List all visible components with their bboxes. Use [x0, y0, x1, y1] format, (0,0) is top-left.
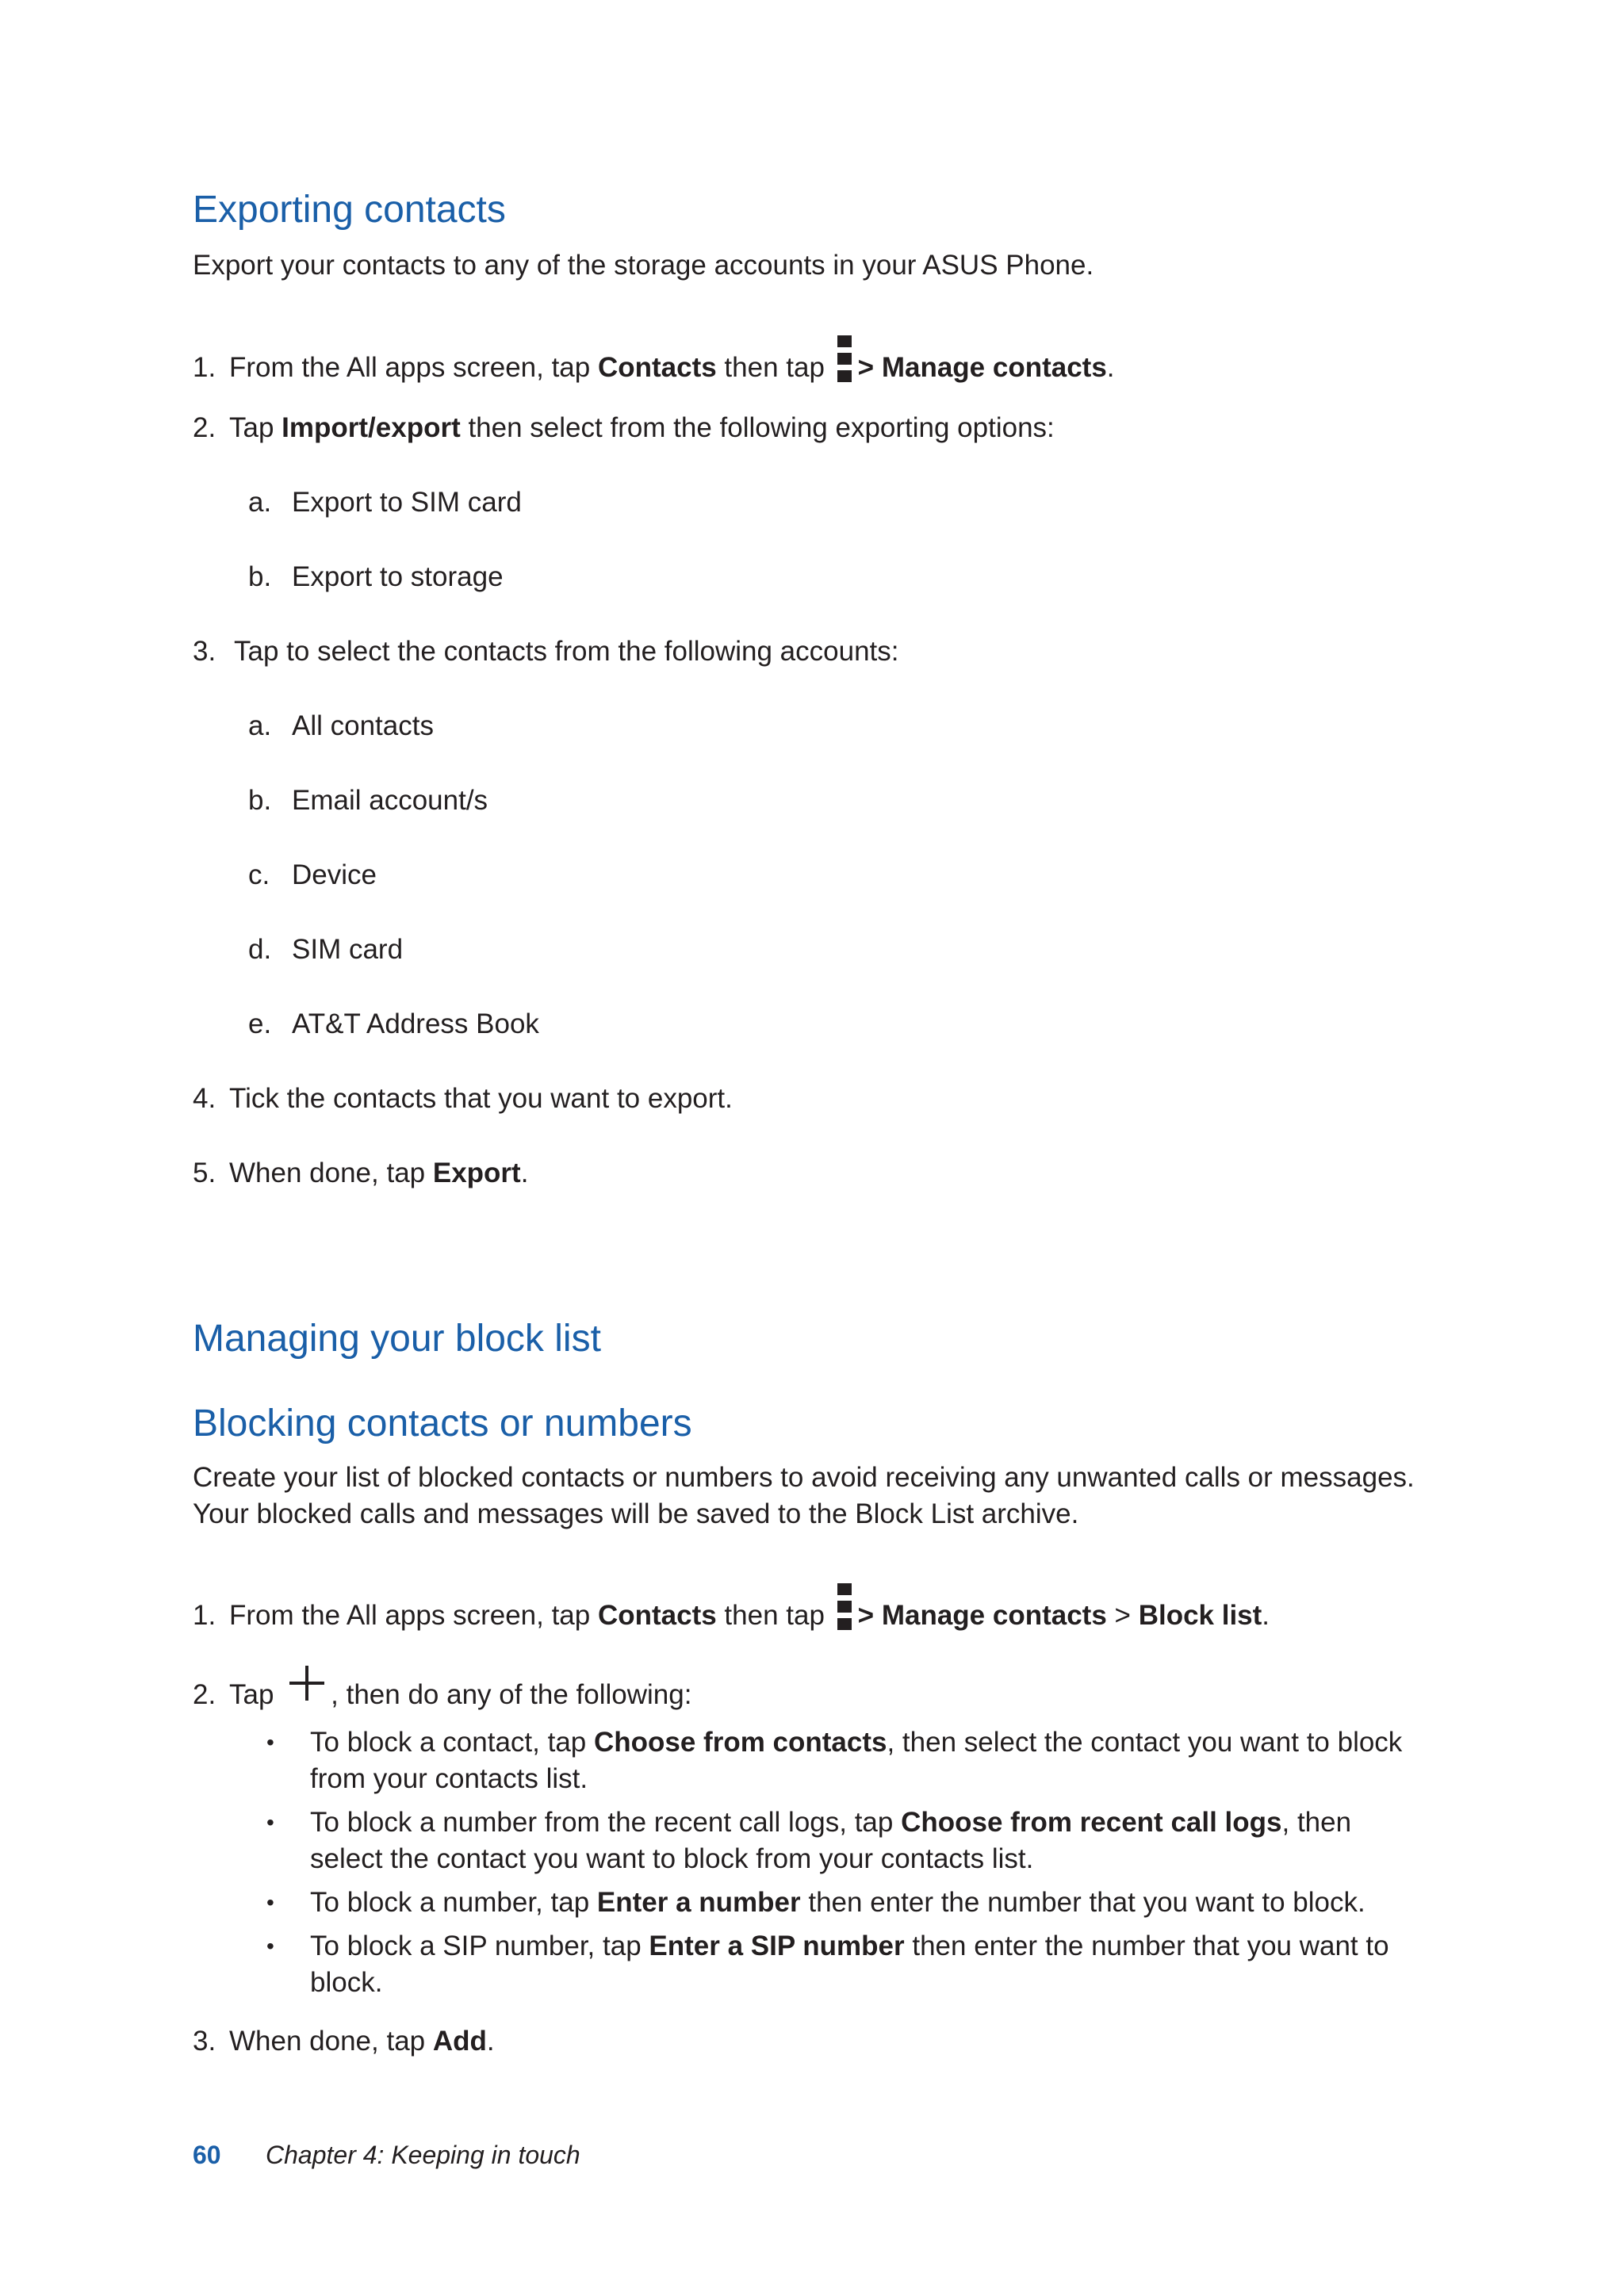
section-intro-exporting: Export your contacts to any of the storage accounts in your ASUS Phone. [193, 250, 1094, 281]
block-option-number: • To block a number, tap Enter a number then enter the number that you want to block. [266, 1887, 1365, 1918]
block-step-1: 1. From the All apps screen, tap Contacts then tap > Manage contacts > Block list. [193, 1583, 1270, 1634]
section-title-exporting: Exporting contacts [193, 189, 506, 231]
section-intro-blocking: Create your list of blocked contacts or numbers to avoid receiving any unwanted calls or messages. Your blocked calls and messages will be saved to the Block List archive. [193, 1462, 1415, 1529]
account-option-c: c. Device [248, 859, 377, 890]
export-option-b: b. Export to storage [248, 561, 504, 592]
export-step-4: 4. Tick the contacts that you want to export. [193, 1083, 733, 1114]
account-option-e: e. AT&T Address Book [248, 1008, 539, 1039]
more-options-icon [837, 335, 852, 381]
section-title-block-list: Managing your block list [193, 1318, 601, 1360]
subsection-title-blocking: Blocking contacts or numbers [193, 1402, 692, 1445]
block-step-3: 3. When done, tap Add. [193, 2026, 495, 2057]
more-options-icon [837, 1583, 852, 1629]
export-step-2: 2. Tap Import/export then select from the following exporting options: [193, 412, 1055, 443]
page-footer [193, 2141, 580, 2170]
chapter-title: Chapter 4: Keeping in touch [266, 2141, 580, 2169]
account-option-a: a. All contacts [248, 710, 434, 741]
export-step-5: 5. When done, tap Export. [193, 1158, 529, 1188]
block-option-contacts: • To block a contact, tap Choose from contacts, then select the contact you want to block from your contacts list. [266, 1727, 1403, 1794]
export-step-3: 3. Tap to select the contacts from the following accounts: [193, 636, 899, 667]
account-option-d: d. SIM card [248, 934, 404, 965]
block-option-call-logs: • To block a number from the recent call logs, tap Choose from recent call logs, then select the contact you want to block from your contacts list. [266, 1807, 1352, 1874]
block-step-2: 2. Tap , then do any of the following: [193, 1666, 691, 1713]
account-option-b: b. Email account/s [248, 785, 488, 816]
page-number: 60 [193, 2141, 221, 2169]
plus-icon [289, 1666, 324, 1701]
block-option-sip: • To block a SIP number, tap Enter a SIP number then enter the number that you want to block. [266, 1931, 1389, 1998]
export-step-1: 1. From the All apps screen, tap Contacts then tap > Manage contacts. [193, 335, 1115, 386]
export-option-a: a. Export to SIM card [248, 487, 522, 518]
